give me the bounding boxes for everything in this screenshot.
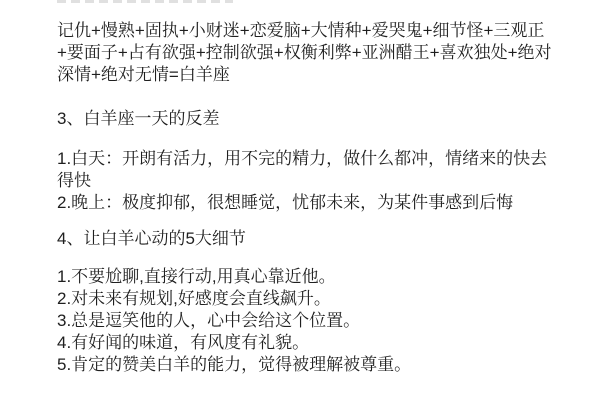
section-4-item-2: 2.对未来有规划,好感度会直线飙升。 [57, 289, 331, 308]
section-3-line-2: 得快 [57, 171, 91, 190]
section-4-item-3: 3.总是逗笑他的人，心中会给这个位置。 [57, 311, 361, 330]
text-column [57, 0, 550, 376]
aries-traits-formula [57, 20, 550, 86]
formula-line-1: 记仇+慢熟+固执+小财迷+恋爱脑+大情种+爱哭鬼+细节怪+三观正 [57, 21, 545, 40]
section-3-body [57, 148, 550, 214]
formula-line-2: +要面子+占有欲强+控制欲强+权衡利弊+亚洲醋王+喜欢独处+绝对 [57, 43, 552, 62]
section-4-item-4: 4.有好闻的味道，有风度有礼貌。 [57, 333, 310, 352]
section-3-line-1: 1.白天：开朗有活力，用不完的精力，做什么都冲，情绪来的快去 [57, 149, 548, 168]
section-4-list [57, 266, 550, 376]
formula-line-3: 深情+绝对无情=白羊座 [57, 65, 230, 84]
section-3-heading: 3、白羊座一天的反差 [57, 109, 220, 128]
section-3-line-3: 2.晚上：极度抑郁，很想睡觉，忧郁未来，为某件事感到后悔 [57, 193, 514, 212]
section-4-item-1: 1.不要尬聊,直接行动,用真心靠近他。 [57, 267, 336, 286]
section-4-item-5: 5.肯定的赞美白羊的能力，觉得被理解被尊重。 [57, 355, 412, 374]
section-4-heading: 4、让白羊心动的5大细节 [57, 229, 246, 248]
